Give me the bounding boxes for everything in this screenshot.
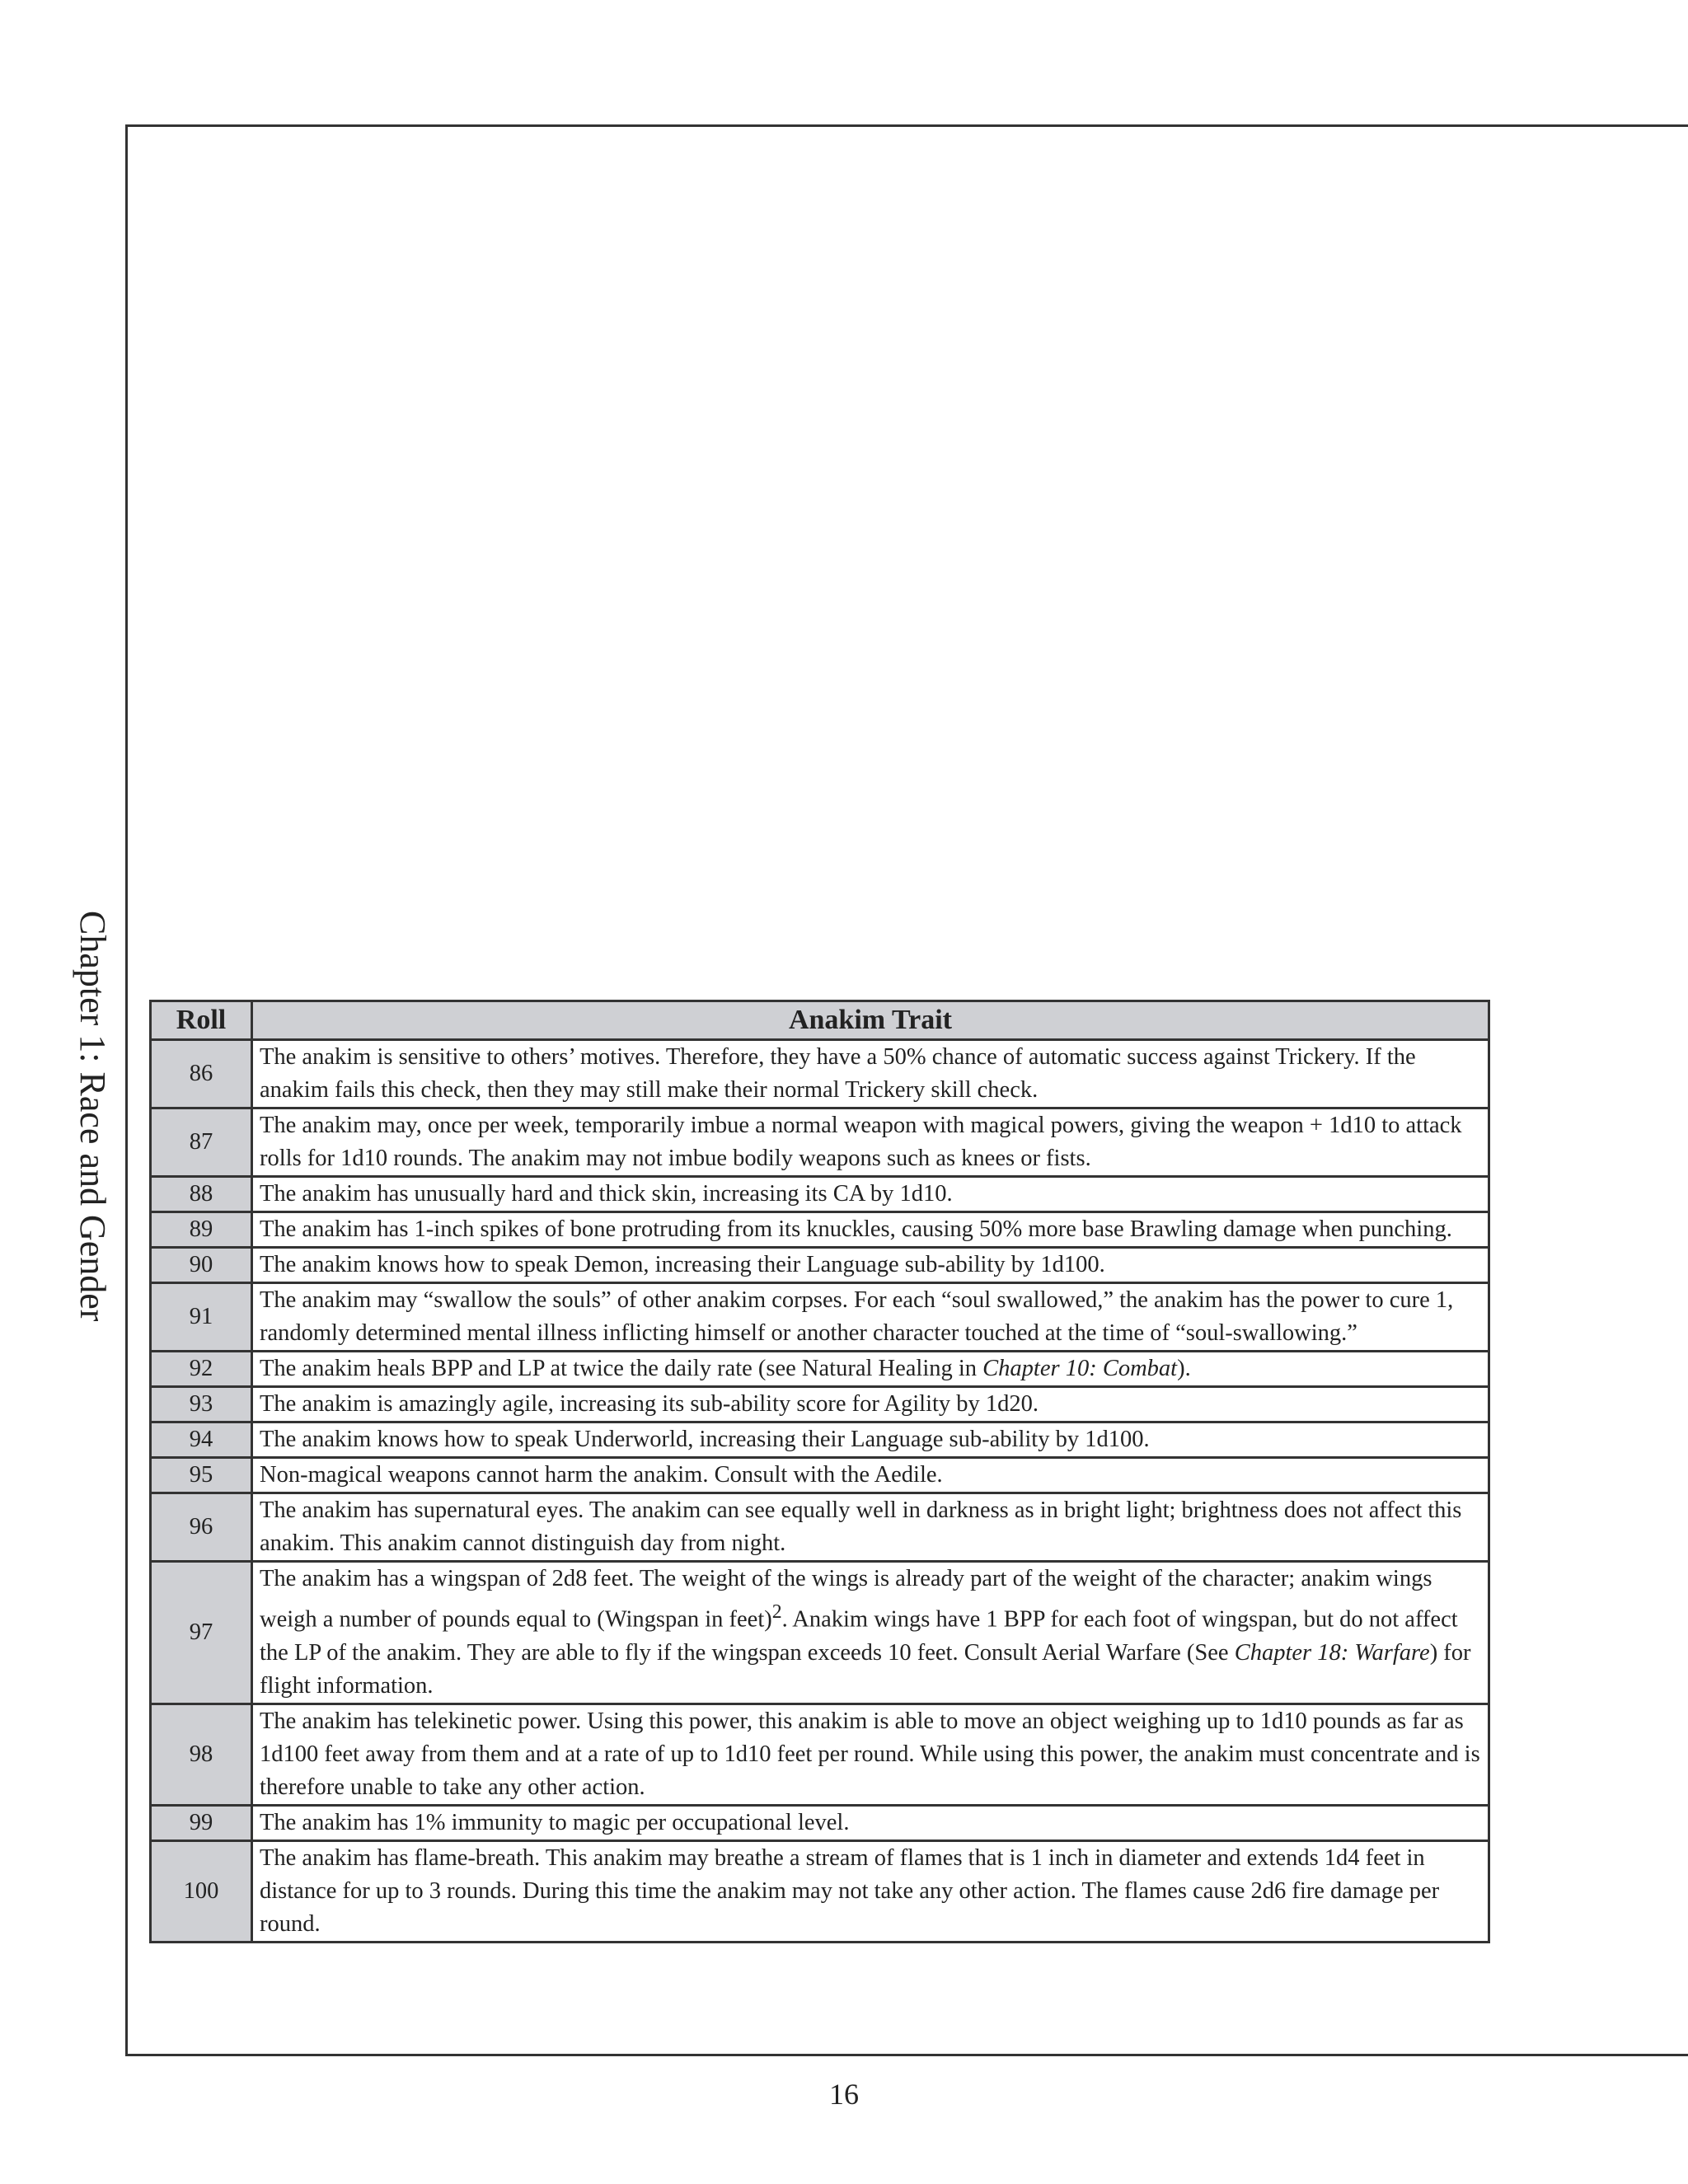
trait-cell — [252, 1177, 1489, 1212]
roll-cell: 92 — [151, 1352, 252, 1387]
table-row — [151, 1422, 1489, 1458]
table-row — [151, 1805, 1489, 1840]
roll-cell: 99 — [151, 1805, 252, 1840]
roll-cell: 95 — [151, 1458, 252, 1493]
trait-table-body — [151, 1040, 1489, 1943]
chapter-reference: Chapter 10: Combat — [982, 1356, 1178, 1381]
chapter-reference: Chapter 18: Warfare — [1234, 1639, 1430, 1666]
trait-cell — [252, 1283, 1489, 1352]
table-row — [151, 1704, 1489, 1805]
table-row — [151, 1283, 1489, 1352]
roll-cell: 90 — [151, 1248, 252, 1283]
trait-text: The anakim has supernatural eyes. The anakim can see equally well in darkness as in bright light; brightness does not affect this anakim. This anakim cannot distinguish day from night. — [260, 1497, 1462, 1556]
trait-text: The anakim heals BPP and LP at twice the daily rate (see Natural Healing in — [260, 1356, 983, 1381]
trait-text: The anakim knows how to speak Demon, increasing their Language sub-ability by 1d100. — [260, 1252, 1105, 1277]
roll-cell: 87 — [151, 1108, 252, 1177]
trait-cell — [252, 1352, 1489, 1387]
roll-cell: 94 — [151, 1422, 252, 1458]
trait-text: The anakim may “swallow the souls” of other anakim corpses. For each “soul swallowed,” the anakim has the power to cure 1, randomly determined mental illness inflicting himself or another character touched at the time of “soul-swallowing.” — [260, 1287, 1454, 1346]
trait-cell — [252, 1805, 1489, 1840]
table-row — [151, 1493, 1489, 1562]
table-row — [151, 1387, 1489, 1422]
chapter-label: Chapter 1: Race and Gender — [73, 911, 113, 1322]
table-row — [151, 1458, 1489, 1493]
anakim-trait-table — [149, 1000, 1490, 1943]
trait-cell — [252, 1840, 1489, 1942]
table-row — [151, 1248, 1489, 1283]
trait-text: The anakim has a wingspan of 2d8 feet. The weight of the wings is already part of the weight of the character; anakim wings weigh a number of pounds equal to (Wingspan in feet) — [260, 1566, 1432, 1633]
table-header-row — [151, 1001, 1489, 1040]
trait-cell — [252, 1212, 1489, 1248]
superscript: 2 — [771, 1601, 782, 1623]
trait-text: The anakim may, once per week, temporarily imbue a normal weapon with magical powers, giving the weapon + 1d10 to attack rolls for 1d10 rounds. The anakim may not imbue bodily weapons such as knees or fists. — [260, 1113, 1462, 1171]
table-row — [151, 1108, 1489, 1177]
roll-cell: 98 — [151, 1704, 252, 1805]
trait-text: The anakim has flame-breath. This anakim may breathe a stream of flames that is 1 inch in diameter and extends 1d4 feet in distance for up to 3 rounds. During this time the anakim may not take any other action. The flames cause 2d6 fire damage per round. — [260, 1844, 1440, 1937]
trait-cell — [252, 1108, 1489, 1177]
trait-cell — [252, 1040, 1489, 1108]
trait-cell — [252, 1387, 1489, 1422]
trait-text: . Anakim wings have 1 BPP for each foot of wingspan, but do not affect the LP of the anakim. They are able to fly if the wingspan exceeds 10 feet. Consult Aerial Warfare (See — [260, 1606, 1458, 1666]
roll-cell: 91 — [151, 1283, 252, 1352]
trait-text: The anakim is sensitive to others’ motives. Therefore, they have a 50% chance of automatic success against Trickery. If the anakim fails this check, then they may still make their normal Trickery skill check. — [260, 1044, 1416, 1103]
trait-cell — [252, 1458, 1489, 1493]
trait-text: The anakim has 1-inch spikes of bone protruding from its knuckles, causing 50% more base Brawling damage when punching. — [260, 1216, 1452, 1242]
table-row — [151, 1040, 1489, 1108]
trait-cell — [252, 1493, 1489, 1562]
trait-text: Non-magical weapons cannot harm the anakim. Consult with the Aedile. — [260, 1462, 943, 1488]
trait-text: ). — [1177, 1356, 1191, 1381]
trait-text: The anakim knows how to speak Underworld, increasing their Language sub-ability by 1d100. — [260, 1427, 1150, 1452]
table-row — [151, 1840, 1489, 1942]
roll-cell: 97 — [151, 1562, 252, 1704]
roll-column-header: Roll — [151, 1001, 252, 1040]
table-row — [151, 1177, 1489, 1212]
trait-text: The anakim has telekinetic power. Using this power, this anakim is able to move an object weighing up to 1d10 pounds as far as 1d100 feet away from them and at a rate of up to 1d10 feet per round. While using this power, the anakim must concentrate and is therefore unable to take any other action. — [260, 1708, 1480, 1800]
roll-cell: 88 — [151, 1177, 252, 1212]
roll-cell: 93 — [151, 1387, 252, 1422]
page-number: 16 — [829, 2078, 859, 2111]
roll-cell: 86 — [151, 1040, 252, 1108]
trait-text: The anakim is amazingly agile, increasing its sub-ability score for Agility by 1d20. — [260, 1391, 1039, 1417]
trait-cell — [252, 1562, 1489, 1704]
trait-cell — [252, 1248, 1489, 1283]
table-row — [151, 1562, 1489, 1704]
roll-cell: 89 — [151, 1212, 252, 1248]
trait-cell — [252, 1422, 1489, 1458]
trait-text: The anakim has unusually hard and thick skin, increasing its CA by 1d10. — [260, 1181, 953, 1207]
trait-text: ) for flight information. — [260, 1639, 1471, 1699]
roll-cell: 96 — [151, 1493, 252, 1562]
table-row — [151, 1212, 1489, 1248]
table-row — [151, 1352, 1489, 1387]
trait-column-header: Anakim Trait — [252, 1001, 1489, 1040]
trait-cell — [252, 1704, 1489, 1805]
roll-cell: 100 — [151, 1840, 252, 1942]
trait-text: The anakim has 1% immunity to magic per occupational level. — [260, 1809, 850, 1835]
